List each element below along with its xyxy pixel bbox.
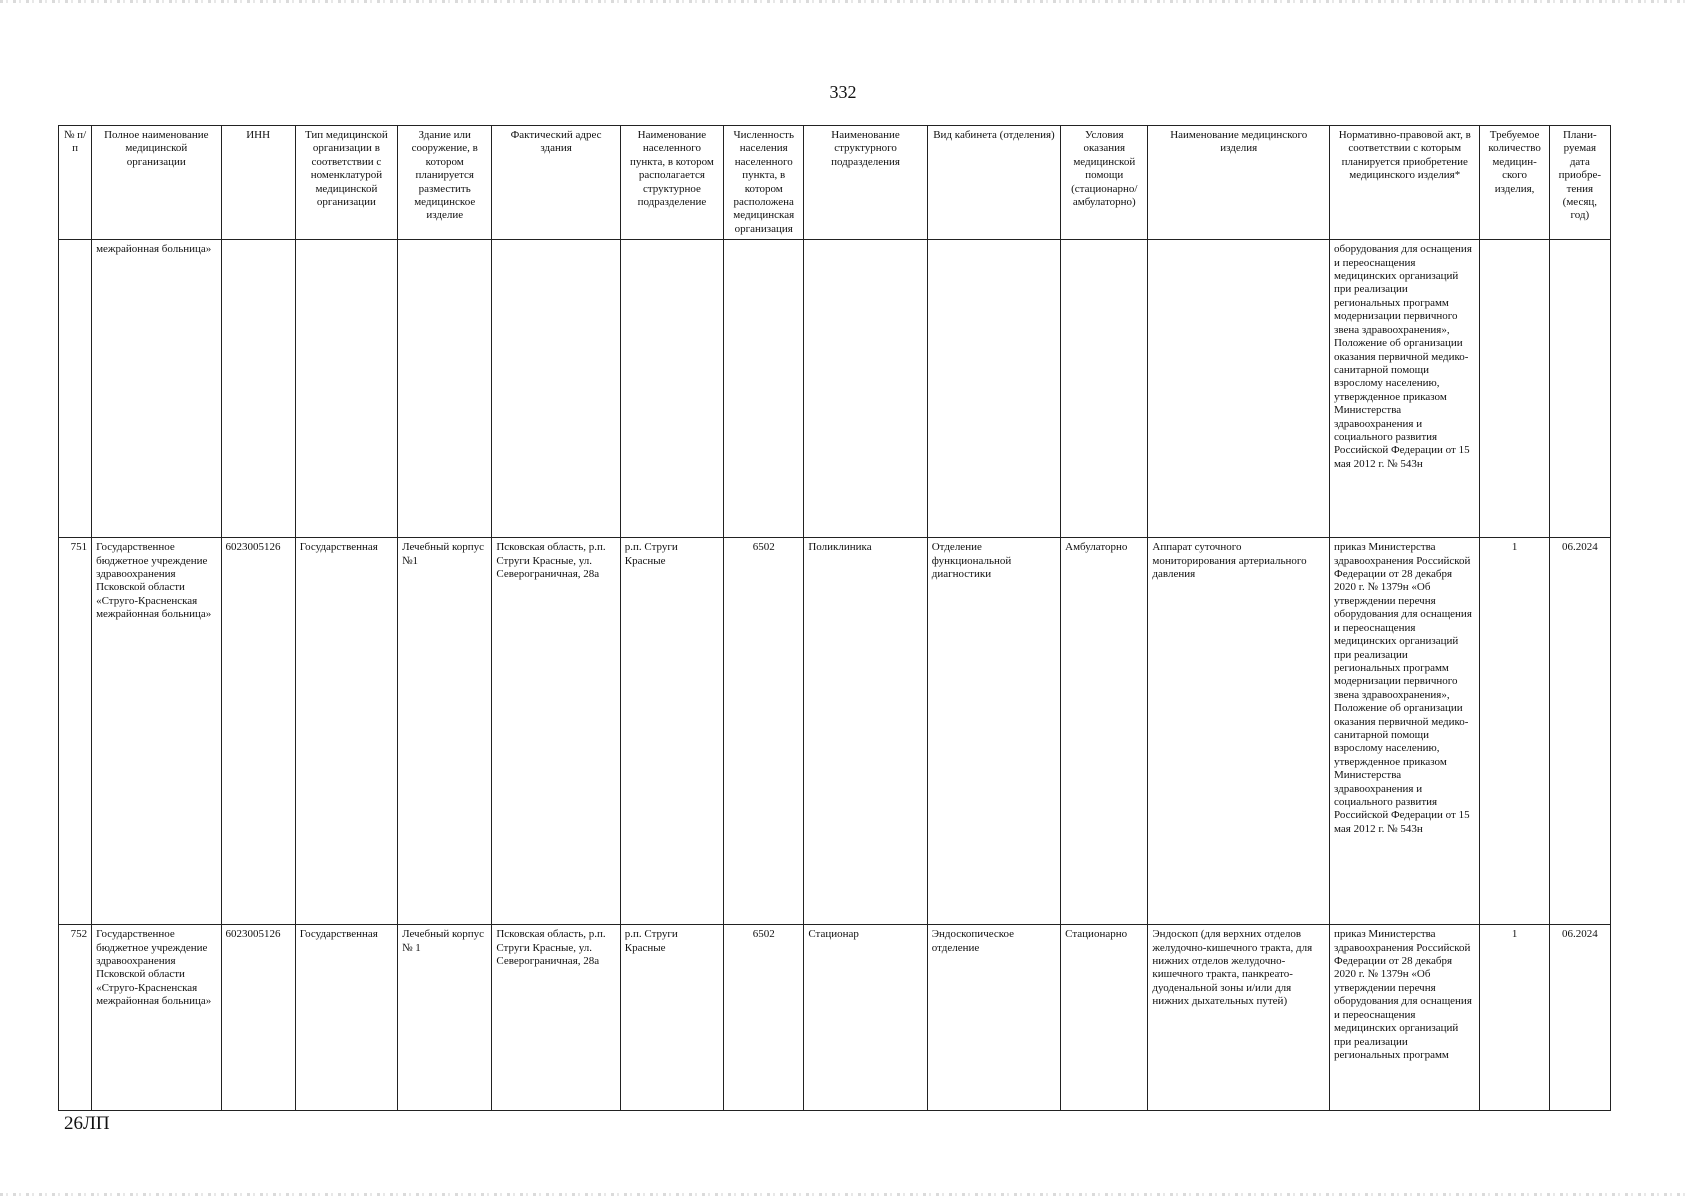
cell-quantity: 1 [1480, 538, 1549, 925]
column-header-purchase-date: Плани-руемая дата приобре-тения (месяц, год) [1549, 126, 1610, 240]
cell-purchase-date [1549, 240, 1610, 538]
cell-building [398, 240, 492, 538]
cell-inn: 6023005126 [221, 538, 295, 925]
column-header-population: Численность населения населенного пункта, в котором расположена медицинская организация [724, 126, 804, 240]
cell-cabinet: Эндоскопическое отделение [927, 925, 1060, 1111]
equipment-table [58, 125, 1611, 1111]
cell-quantity [1480, 240, 1549, 538]
cell-settlement [620, 240, 723, 538]
cell-legal-act: приказ Министерства здравоохранения Российской Федерации от 28 декабря 2020 г. № 1379н «Об утверждении перечня оборудования для оснащения и переоснащения медицинских организаций при реализации региональных программ модернизации первичного звена здравоохранения», Положение об организации оказания первичной медико-санитарной помощи взрослому населению, утвержденное приказом Министерства здравоохранения и социального развития Российской Федерации от 15 мая 2012 г. № 543н [1330, 538, 1480, 925]
cell-purchase-date: 06.2024 [1549, 925, 1610, 1111]
scan-edge-bottom [0, 1193, 1686, 1196]
cell-conditions: Амбулаторно [1061, 538, 1148, 925]
cell-building: Лечебный корпус № 1 [398, 925, 492, 1111]
cell-cabinet [927, 240, 1060, 538]
cell-inn: 6023005126 [221, 925, 295, 1111]
cell-org-type: Государственная [295, 925, 397, 1111]
cell-org-name: межрайонная больница» [92, 240, 221, 538]
column-header-inn: ИНН [221, 126, 295, 240]
cell-conditions [1061, 240, 1148, 538]
column-header-org-name: Полное наименование медицинской организации [92, 126, 221, 240]
cell-address: Псковская область, р.п. Струги Красные, ул. Северограничная, 28а [492, 538, 620, 925]
column-header-number: № п/п [59, 126, 92, 240]
cell-address [492, 240, 620, 538]
cell-number: 752 [59, 925, 92, 1111]
cell-population: 6502 [724, 538, 804, 925]
table-header-row [59, 126, 1611, 240]
cell-settlement: р.п. Струги Красные [620, 925, 723, 1111]
cell-address: Псковская область, р.п. Струги Красные, ул. Северограничная, 28а [492, 925, 620, 1111]
cell-legal-act: оборудования для оснащения и переоснащения медицинских организаций при реализации региональных программ модернизации первичного звена здравоохранения», Положение об организации оказания первичной медико-санитарной помощи взрослому населению, утвержденное приказом Министерства здравоохранения и социального развития Российской Федерации от 15 мая 2012 г. № 543н [1330, 240, 1480, 538]
cell-settlement: р.п. Струги Красные [620, 538, 723, 925]
cell-device: Эндоскоп (для верхних отделов желудочно-кишечного тракта, для нижних отделов желудочно-кишечного тракта, панкреато-дуоденальной зоны и/или для нижних дыхательных путей) [1148, 925, 1330, 1111]
cell-org-type [295, 240, 397, 538]
cell-device: Аппарат суточного мониторирования артериального давления [1148, 538, 1330, 925]
cell-purchase-date: 06.2024 [1549, 538, 1610, 925]
column-header-device: Наименование медицинского изделия [1148, 126, 1330, 240]
cell-inn [221, 240, 295, 538]
cell-legal-act: приказ Министерства здравоохранения Российской Федерации от 28 декабря 2020 г. № 1379н «Об утверждении перечня оборудования для оснащения и переоснащения медицинских организаций при реализации региональных программ [1330, 925, 1480, 1111]
column-header-org-type: Тип медицинской организации в соответствии с номенклатурой медицинской организации [295, 126, 397, 240]
column-header-quantity: Требуемое количество медицин-ского изделия, [1480, 126, 1549, 240]
cell-cabinet: Отделение функциональной диагностики [927, 538, 1060, 925]
cell-quantity: 1 [1480, 925, 1549, 1111]
cell-population: 6502 [724, 925, 804, 1111]
cell-unit: Стационар [804, 925, 927, 1111]
cell-number: 751 [59, 538, 92, 925]
cell-device [1148, 240, 1330, 538]
cell-conditions: Стационарно [1061, 925, 1148, 1111]
column-header-unit: Наименование структурного подразделения [804, 126, 927, 240]
cell-org-name: Государственное бюджетное учреждение здравоохранения Псковской области «Струго-Красненская межрайонная больница» [92, 538, 221, 925]
cell-org-name: Государственное бюджетное учреждение здравоохранения Псковской области «Струго-Красненская межрайонная больница» [92, 925, 221, 1111]
table-row [59, 925, 1611, 1111]
cell-building: Лечебный корпус №1 [398, 538, 492, 925]
cell-number [59, 240, 92, 538]
cell-unit: Поликлиника [804, 538, 927, 925]
column-header-legal-act: Нормативно-правовой акт, в соответствии с которым планируется приобретение медицинского изделия* [1330, 126, 1480, 240]
column-header-settlement: Наименование населенного пункта, в котором располагается структурное подразделение [620, 126, 723, 240]
column-header-conditions: Условия оказания медицинской помощи (стационарно/ амбулаторно) [1061, 126, 1148, 240]
scan-edge-top [0, 0, 1686, 3]
cell-population [724, 240, 804, 538]
table-row [59, 538, 1611, 925]
page-number: 332 [829, 82, 857, 102]
table-row [59, 240, 1611, 538]
document-code: 26ЛП [64, 1113, 110, 1134]
column-header-building: Здание или сооружение, в котором планируется разместить медицинское изделие [398, 126, 492, 240]
column-header-cabinet: Вид кабинета (отделения) [927, 126, 1060, 240]
cell-org-type: Государственная [295, 538, 397, 925]
column-header-address: Фактический адрес здания [492, 126, 620, 240]
cell-unit [804, 240, 927, 538]
